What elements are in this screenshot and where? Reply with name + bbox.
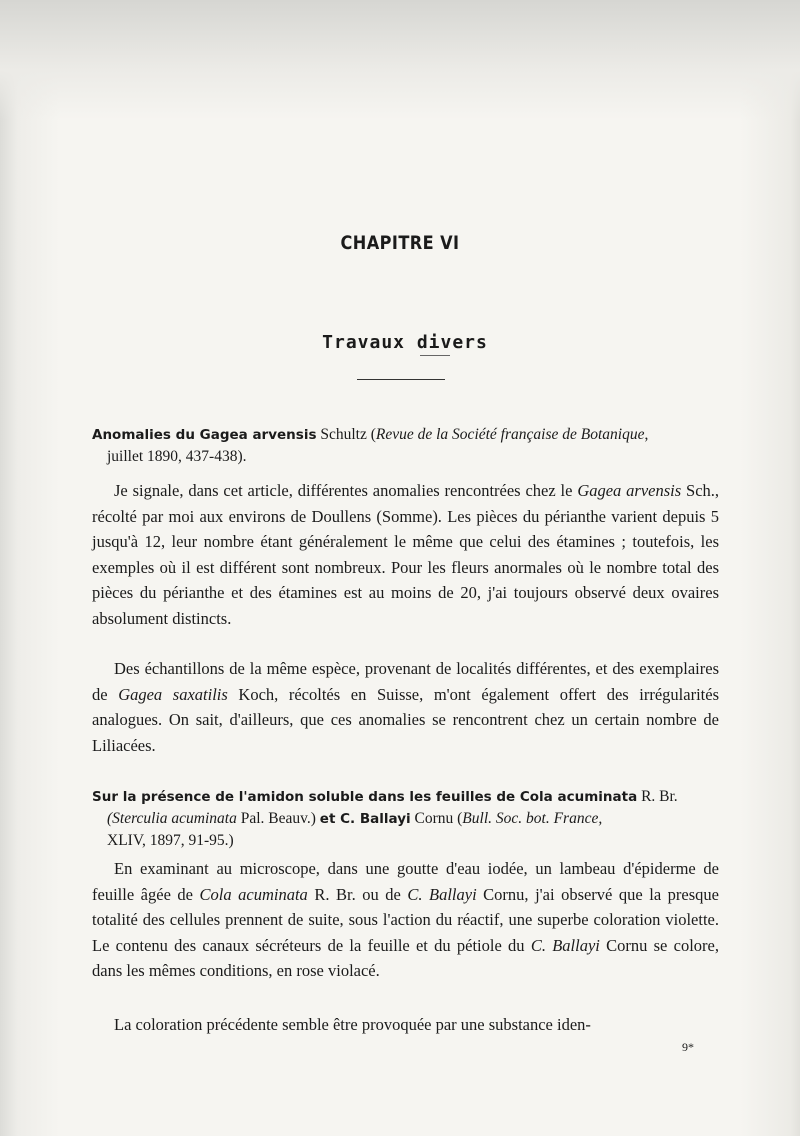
entry-1-author: Schultz ( xyxy=(316,426,376,443)
ink-mark xyxy=(420,355,450,356)
entry-2-synonym: (Sterculia acuminata xyxy=(107,810,237,827)
chapter-title: CHAPITRE VI xyxy=(340,232,460,254)
entry-2-heading: Sur la présence de l'amidon soluble dans les feuilles de Cola acuminata R. Br. (Sterculia acuminata Pal. Beauv.) et C. Ballayi Cornu (Bull. Soc. bot. France, XLIV, 1897, 91-95.) xyxy=(92,786,722,851)
entry-2-title: Sur la présence de l'amidon soluble dans les feuilles de Cola acuminata xyxy=(92,789,638,805)
entry-1-paragraph-1: Je signale, dans cet article, différentes anomalies rencontrées chez le Gagea arvensis Sch., récolté par moi aux environs de Doullens (Somme). Les pièces du périanthe varient depuis 5 jusqu'à 12, leur nombre étant généralement le même que celui des étamines ; toutefois, les exemples où il est différent sont nombreux. Pour les fleurs anormales où le nombre total des pièces du périanthe et des étamines est au moins de 20, j'ai toujours observé deux ovaires absolument distincts. xyxy=(92,481,720,628)
entry-1-title: Anomalies du Gagea arvensis xyxy=(92,427,317,443)
entry-2-paragraph-2: La coloration précédente semble être provoquée par une substance iden- xyxy=(114,1015,591,1034)
entry-1-paragraph-2: Des échantillons de la même espèce, provenant de localités différentes, et des exemplaires de Gagea saxatilis Koch, récoltés en Suisse, m'ont également offert des irrégularités analogues. On sait, d'ailleurs, que ces anomalies se rencontrent chez un certain nombre de Liliacées. xyxy=(92,659,719,755)
entry-1-citation: juillet 1890, 437-438). xyxy=(107,448,247,465)
entry-2-journal: Bull. Soc. bot. France, xyxy=(462,810,603,827)
entry-1-journal: Revue de la Société française de Botanique xyxy=(375,426,645,443)
page-folio: 9* xyxy=(682,1040,694,1054)
entry-1-heading: Anomalies du Gagea arvensis Schultz (Revue de la Société française de Botanique, juillet 1890, 437-438). xyxy=(92,424,722,467)
section-title: Travaux divers xyxy=(322,332,488,353)
entry-2-citation: XLIV, 1897, 91-95.) xyxy=(107,832,234,849)
entry-2-paragraph-1: En examinant au microscope, dans une goutte d'eau iodée, un lambeau d'épiderme de feuille âgée de Cola acuminata R. Br. ou de C. Ballayi Cornu, j'ai observé que la presque totalité des cellules prennent de suite, sous l'action du réactif, une superbe coloration violette. Le contenu des canaux sécréteurs de la feuille et du pétiole du C. Ballayi Cornu se colore, dans les mêmes conditions, en rose violacé. xyxy=(92,859,719,980)
page-edge-shadow xyxy=(0,0,800,120)
section-rule xyxy=(357,379,445,380)
